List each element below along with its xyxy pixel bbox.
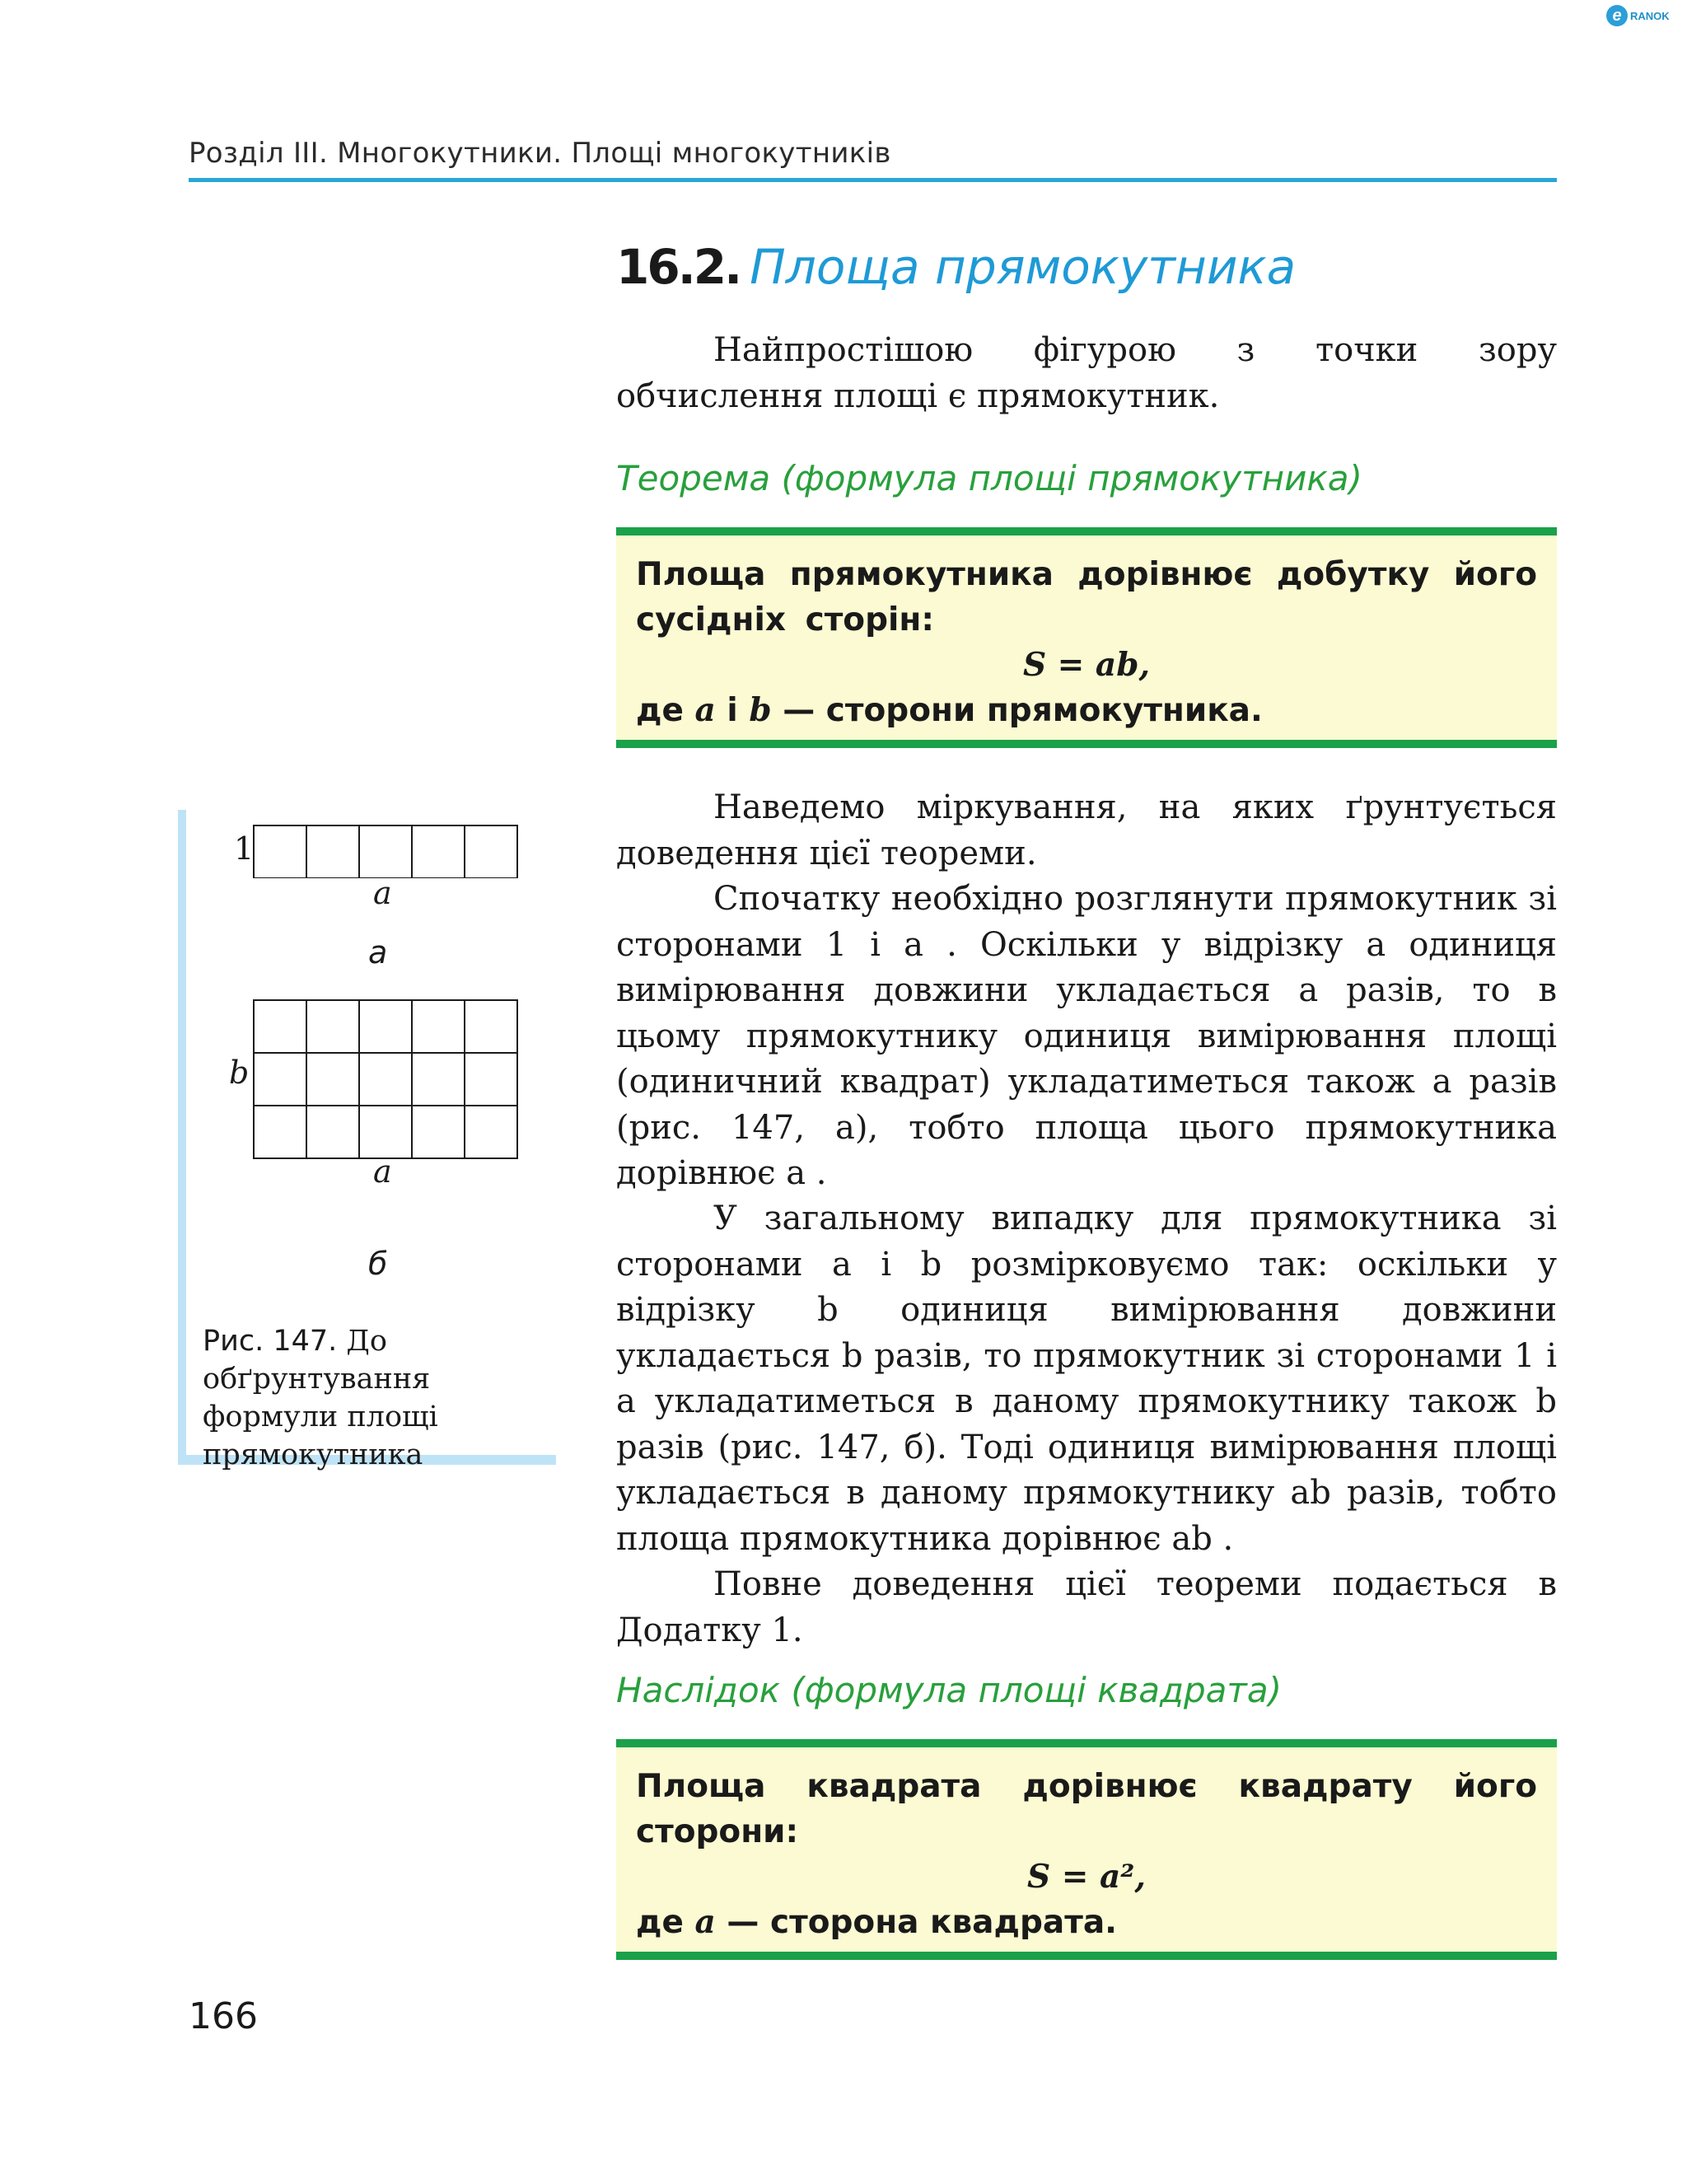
- unit-square: [359, 1053, 412, 1106]
- figure-caption-label: Рис. 147.: [203, 1325, 338, 1358]
- running-head: Розділ ІІІ. Многокутники. Площі многокутників: [189, 137, 891, 170]
- figure-a-bottom-label: a: [373, 1153, 392, 1190]
- figure-row-label: 1: [234, 830, 255, 867]
- unit-square: [254, 1053, 306, 1106]
- corollary-where: де a — сторона квадрата.: [636, 1903, 1117, 1941]
- unit-square: [465, 1106, 517, 1158]
- figure-a-side-label: a: [373, 875, 392, 911]
- theorem-formula: S = ab,: [1022, 646, 1151, 684]
- unit-square: [465, 1053, 517, 1106]
- unit-square: [412, 1106, 465, 1158]
- theorem-box: [616, 527, 1557, 748]
- theorem-where: де a і b — сторони прямокутника.: [636, 691, 1263, 729]
- unit-square: [412, 1000, 465, 1053]
- proof-paragraph-3: У загальному випадку для прямокутника зі сторонами a і b розмірковуємо так: оскільки у відрізку b одиниця вимірювання довжини укладається b разів, то прямокутник зі сторонами 1 і a укладатиметься в даному прямокутнику також b разів (рис. 147, б). Тоді одиниця вимірювання площі укладається в даному прямокутнику ab разів, тобто площа прямокутника дорівнює ab .: [616, 1200, 1557, 1558]
- unit-square: [306, 825, 359, 878]
- publisher-logo: e RANOK: [1606, 3, 1682, 28]
- proof-paragraph-4: Повне доведення цієї теореми подається в Додатку 1.: [616, 1565, 1557, 1649]
- page-number: 166: [189, 1995, 258, 2037]
- unit-square: [306, 1000, 359, 1053]
- corollary-heading: Наслідок (формула площі квадрата): [616, 1670, 1282, 1710]
- unit-square: [306, 1053, 359, 1106]
- unit-square: [359, 1106, 412, 1158]
- unit-square: [465, 825, 517, 878]
- figure-side-bar: [178, 810, 186, 1465]
- figure-sub-label-a: а: [368, 934, 388, 970]
- corollary-box: [616, 1739, 1557, 1960]
- header-rule: [189, 178, 1557, 182]
- proof-paragraph-2: Спочатку необхідно розглянути прямокутник зі сторонами 1 і a . Оскільки у відрізку a одиниця вимірювання довжини укладається a разів, то в цьому прямокутнику одиниця вимірювання площі (одиничний квадрат) укладатиметься також a разів (рис. 147, а), тобто площа цього прямокутника дорівнює a .: [616, 880, 1557, 1192]
- unit-square: [465, 1000, 517, 1053]
- theorem-heading: Теорема (формула площі прямокутника): [616, 458, 1362, 498]
- figure-caption: [203, 1322, 532, 1474]
- intro-paragraph: Найпростішою фігурою з точки зору обчислення площі є прямокутник.: [616, 331, 1557, 415]
- unit-square: [254, 1000, 306, 1053]
- corollary-formula: S = a²,: [1027, 1858, 1146, 1896]
- figure-sub-label-b: б: [368, 1246, 388, 1282]
- section-number: 16.2.: [616, 239, 741, 295]
- unit-square: [412, 825, 465, 878]
- figure-b-side-label: b: [229, 1055, 250, 1091]
- unit-square: [412, 1053, 465, 1106]
- unit-square: [359, 1000, 412, 1053]
- unit-square: [254, 825, 306, 878]
- section-title: [616, 239, 1296, 295]
- unit-square: [306, 1106, 359, 1158]
- figure-147a-grid: [252, 824, 524, 878]
- logo-icon: e: [1606, 5, 1628, 26]
- unit-square: [254, 1106, 306, 1158]
- section-heading: Площа прямокутника: [750, 239, 1297, 295]
- theorem-statement: Площа прямокутника дорівнює добутку його сусідніх сторін:: [636, 556, 1537, 638]
- corollary-statement: Площа квадрата дорівнює квадрату його сторони:: [636, 1768, 1537, 1850]
- unit-square: [359, 825, 412, 878]
- figure-147b-grid: [252, 998, 524, 1160]
- figure-caption-text: До обґрунтування формули площі прямокутника: [203, 1325, 438, 1471]
- proof-paragraph-1: Наведемо міркування, на яких ґрунтується доведення цієї теореми.: [616, 788, 1557, 872]
